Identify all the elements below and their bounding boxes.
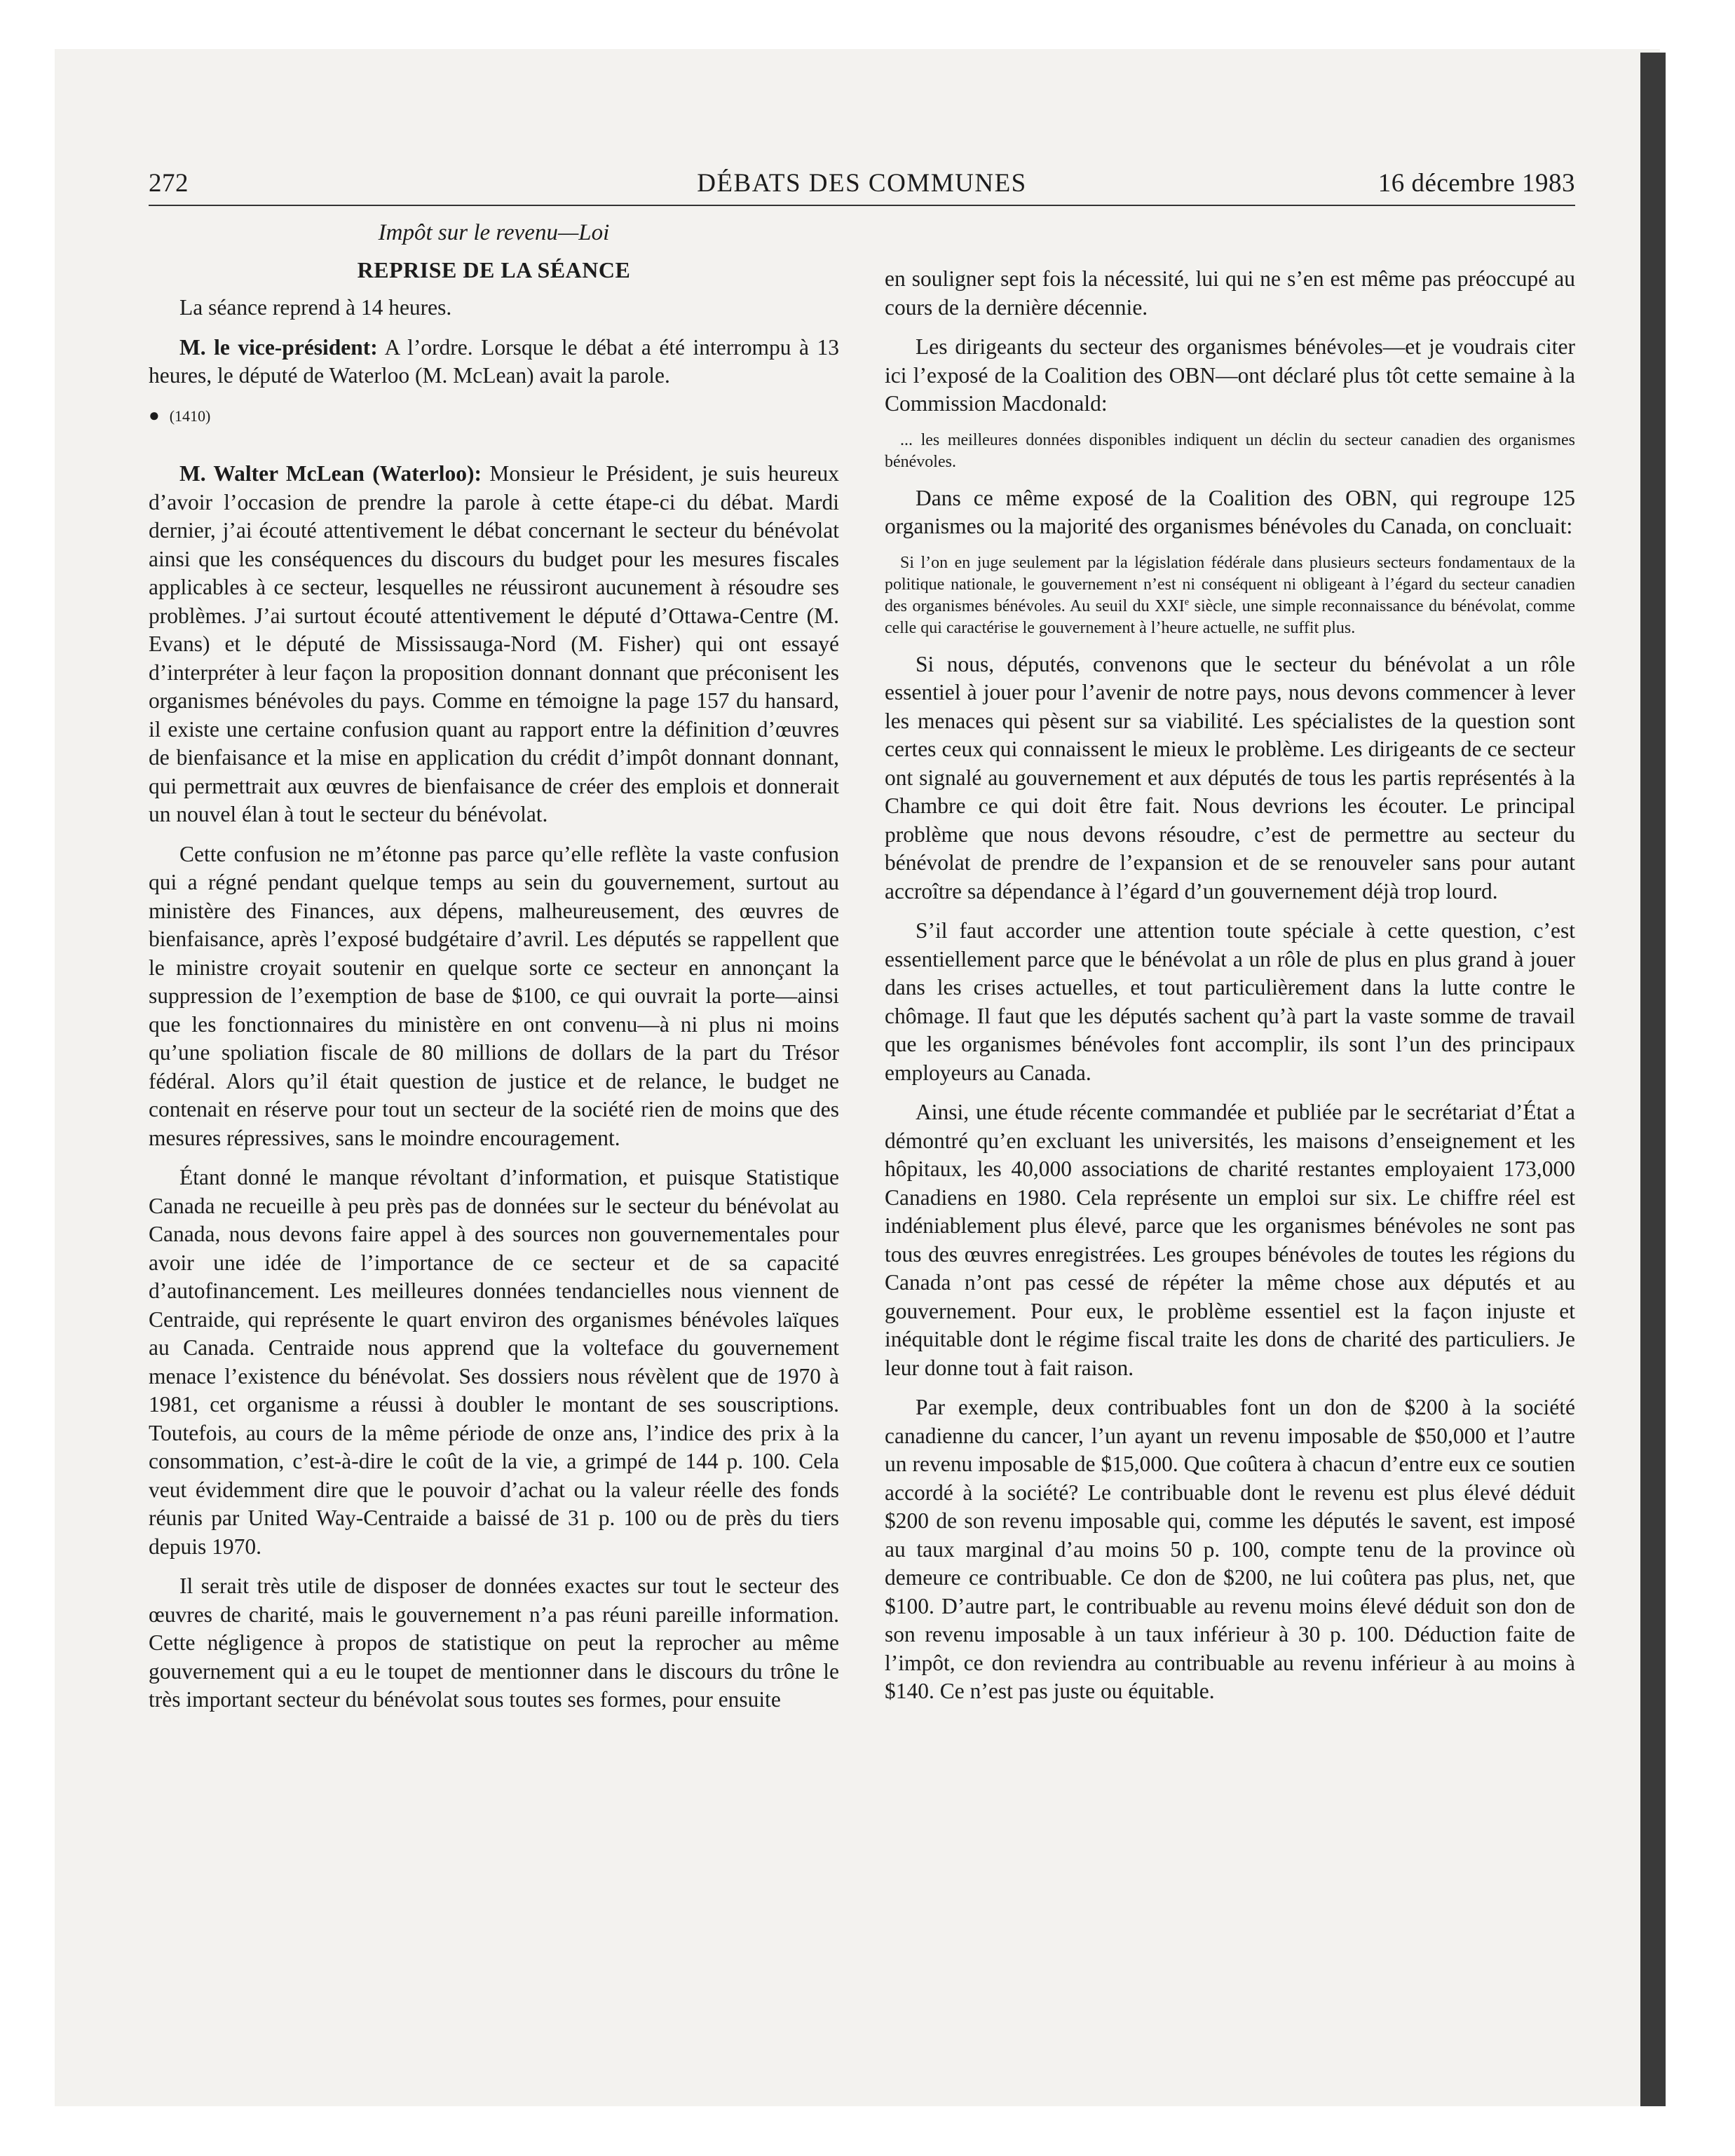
- paragraph: S’il faut accorder une attention toute spéciale à cette question, c’est essentiellement parce que le bénévolat a un rôle de plus en plus grand à jouer dans les crises actuelles, et tout particulièrement dans la lutte contre le chômage. Il faut que les députés sachent qu’à part la vaste somme de travail que les organismes bénévoles font accomplir, ils sont l’un des principaux employeurs au Canada.: [885, 918, 1575, 1085]
- quote-text: Si l’on en juge seulement par la législation fédérale dans plusieurs secteurs fondamentaux de la politique nationale, le gouvernement n’est ni conséquent ni obligeant à l’égard du secteur canadien des organismes bénévoles. Au seuil du XXI: [885, 553, 1575, 615]
- paragraph: Cette confusion ne m’étonne pas parce qu’elle reflète la vaste confusion qui a régné pendant quelque temps au sein du gouvernement, surtout au ministère des Finances, aux dépens, malheureusement, des œuvres de bienfaisance, après l’exposé budgétaire d’avril. Les députés se rappellent que le ministre croyait soutenir en quelque sorte ce secteur en annonçant la suppression de l’exemption de base de $100, ce qui ouvrait la porte—ainsi que les fonctionnaires du ministère en ont convenu—à ni plus ni moins qu’une spoliation fiscale de 80 millions de dollars de la part du Trésor fédéral. Alors qu’il était question de justice et de relance, le budget ne contenait en réserve pour tout un secteur de la société rien de moins que des mesures répressives, sans le moindre encouragement.: [149, 841, 839, 1150]
- paragraph: La séance reprend à 14 heures.: [179, 295, 452, 320]
- paragraph: Il serait très utile de disposer de données exactes sur tout le secteur des œuvres de charité, mais le gouvernement n’a pas réuni pareille information. Cette négligence à propos de statistique on peut la reprocher au même gouvernement qui a eu le toupet de mentionner dans le discours du trône le très important secteur du bénévolat sous toutes ses formes, pour ensuite: [149, 1574, 839, 1712]
- speech-text: Monsieur le Président, je suis heureux d’avoir l’occasion de prendre la parole à cette étape-ci du débat. Mardi dernier, j’ai écouté attentivement le débat concernant le secteur du bénévolat ainsi que les conséquences du discours du budget pour les mesures fiscales applicables à ce secteur, lesquelles ne réussiront aucunement à résoudre ses problèmes. J’ai surtout écouté attentivement le député d’Ottawa-Centre (M. Evans) et le député de Mississauga-Nord (M. Fisher) qui ont essayé d’interpréter à leur façon la proposition donnant donnant que préconisent les organismes bénévoles du pays. Comme en témoigne la page 157 du hansard, il existe une certaine confusion quant au rapport entre la définition d’œuvres de bienfaisance et la mise en application du crédit d’impôt donnant donnant, qui permettrait aux œuvres de bienfaisance de créer des emplois et donnerait un nouvel élan à tout le secteur du bénévolat.: [149, 461, 839, 826]
- header-rule: [149, 205, 1575, 206]
- page-number: 272: [149, 169, 189, 198]
- publication-title: DÉBATS DES COMMUNES: [697, 169, 1027, 198]
- superscript: e: [1184, 596, 1190, 608]
- paragraph: en souligner sept fois la nécessité, lui qui ne s’en est même pas préoccupé au cours de la dernière décennie.: [885, 266, 1575, 320]
- section-heading: REPRISE DE LA SÉANCE: [357, 257, 631, 282]
- paragraph: Par exemple, deux contribuables font un don de $200 à la société canadienne du cancer, l’un ayant un revenu imposable de $50,000 et l’autre un revenu imposable de $15,000. Que coûtera à chacun d’entre eux ce soutien accordé à la société? Le contribuable dont le revenu est plus élevé déduit $200 de son revenu imposable qui, comme les députés le savent, est imposé au taux marginal d’au moins 50 p. 100, compte tenu de la province où demeure ce contribuable. Ce don de $200, ne lui coûtera pas plus, net, que $100. D’autre part, le contribuable au revenu moins élevé déduit son don de son revenu imposable à un taux inférieur à 30 p. 100. Déduction faite de l’impôt, ce don reviendra au contribuable au revenu inférieur à au moins à $140. Ce n’est pas juste ou équitable.: [885, 1395, 1575, 1703]
- paragraph: [149, 460, 839, 829]
- page-header: [149, 168, 1575, 203]
- section-subhead: Impôt sur le revenu—Loi: [378, 220, 610, 245]
- block-quote: [885, 552, 1575, 639]
- speaker-name: M. Walter McLean (Waterloo):: [179, 461, 482, 486]
- timestamp: [149, 402, 839, 431]
- speech-text: A l’ordre. Lorsque le débat a été interrompu à 13 heures, le député de Waterloo (M. McLean) avait la parole.: [149, 334, 839, 388]
- scan-edge-shadow: [1640, 53, 1666, 2106]
- paragraph: Étant donné le manque révoltant d’information, et puisque Statistique Canada ne recueille à peu près pas de données sur le secteur du bénévolat au Canada, nous devons faire appel à des sources non gouvernementales pour avoir une idée de l’importance de ce secteur et de sa capacité d’autofinancement. Les meilleures données tendancielles nous viennent de Centraide, qui représente le quart environ des organismes bénévoles laïques au Canada. Centraide nous apprend que la volteface du gouvernement menace l’existence du bénévolat. Ses dossiers nous révèlent que de 1970 à 1981, cet organisme a réussi à doubler le montant de ses souscriptions. Toutefois, au cours de la même période de onze ans, l’indice des prix à la consommation, c’est-à-dire le coût de la vie, a grimpé de 144 p. 100. Cela veut évidemment dire que le pouvoir d’achat ou la valeur réelle des fonds réunis par United Way-Centraide a baissé de 31 p. 100 ou de près du tiers depuis 1970.: [149, 1165, 839, 1559]
- block-quote: ... les meilleures données disponibles indiquent un déclin du secteur canadien des organismes bénévoles.: [885, 430, 1575, 471]
- paragraph: Ainsi, une étude récente commandée et publiée par le secrétariat d’État a démontré qu’en excluant les universités, les maisons d’enseignement et les hôpitaux, les 40,000 associations de charité restantes employaient 173,000 Canadiens en 1980. Cela représente un emploi sur six. Le chiffre réel est indéniablement plus élevé, parce que les organismes bénévoles ne sont pas tous des œuvres enregistrées. Les groupes bénévoles de toutes les régions du Canada n’ont pas cessé de répéter la même chose aux députés et au gouvernement. Pour eux, le problème essentiel est la façon injuste et inéquitable dont le régime fiscal traite les dons de charité des particuliers. Je leur donne tout à fait raison.: [885, 1100, 1575, 1380]
- left-column: [149, 219, 839, 1726]
- right-column: [885, 265, 1575, 1717]
- quote-text: siècle, une simple reconnaissance du bénévolat, comme celle qui caractérise le gouvernement à l’heure actuelle, ne suffit plus.: [885, 596, 1576, 637]
- paragraph: Dans ce même exposé de la Coalition des OBN, qui regroupe 125 organismes ou la majorité des organismes bénévoles du Canada, on concluait:: [885, 485, 1575, 538]
- paragraph: Les dirigeants du secteur des organismes bénévoles—et je voudrais citer ici l’exposé de la Coalition des OBN—ont déclaré plus tôt cette semaine à la Commission Macdonald:: [885, 334, 1575, 416]
- publication-date: 16 décembre 1983: [1377, 169, 1575, 198]
- paragraph: [149, 334, 839, 390]
- bullet-icon: ●: [149, 404, 160, 425]
- speaker-name: M. le vice-président:: [179, 334, 378, 360]
- timestamp-text: (1410): [169, 407, 211, 425]
- paragraph: Si nous, députés, convenons que le secteur du bénévolat a un rôle essentiel à jouer pour l’avenir de notre pays, nous devons commencer à lever les menaces qui pèsent sur sa viabilité. Les spécialistes de la question sont certes ceux qui connaissent le mieux le problème. Les dirigeants de ce secteur ont signalé au gouvernement et aux députés de tous les partis représentés à la Chambre ce qui doit être fait. Nous devrions les écouter. Le principal problème que nous devons résoudre, c’est de permettre au secteur du bénévolat de prendre de l’expansion et de se renouveler sans pour autant accroître sa dépendance à l’égard d’un gouvernement déjà trop lourd.: [885, 651, 1575, 903]
